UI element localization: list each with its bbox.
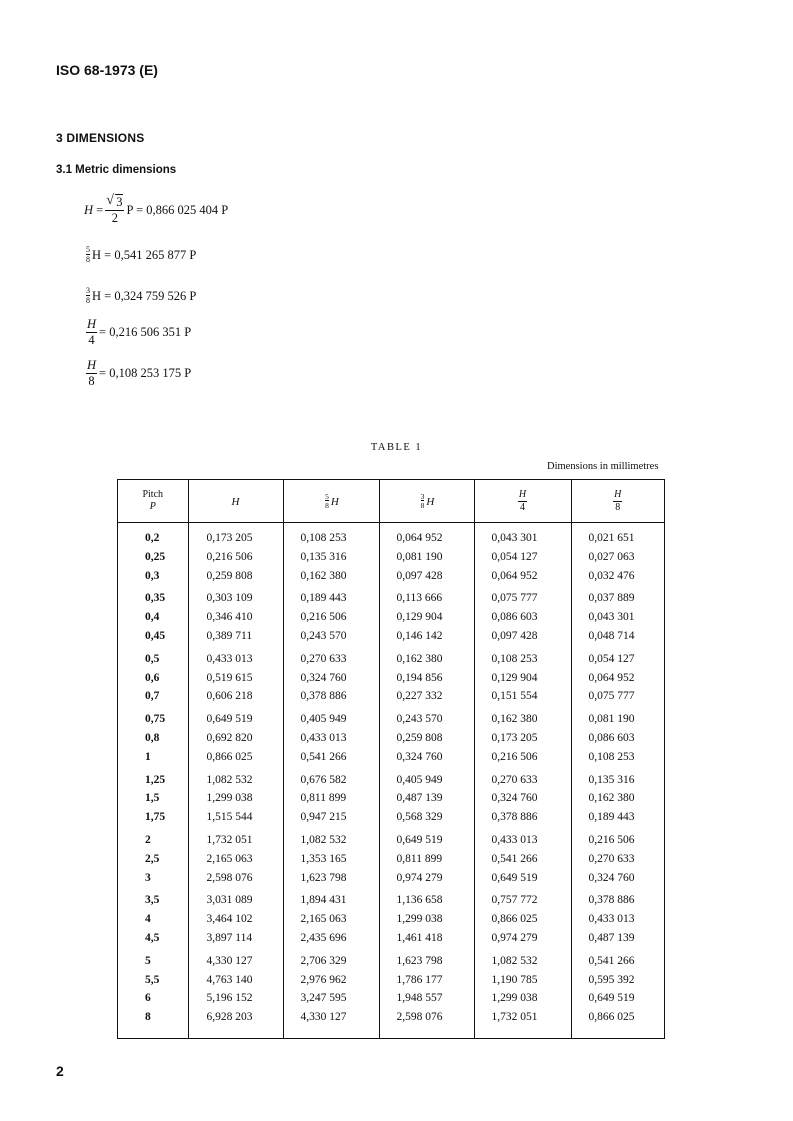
value-cell: 0,433 013 <box>491 833 538 846</box>
value-cell: 2,706 329 <box>300 954 347 967</box>
value-cell: 4,763 140 <box>206 973 253 986</box>
value-cell: 1,732 051 <box>206 833 253 846</box>
value-cell: 0,811 899 <box>396 852 443 865</box>
value-cell: 0,162 380 <box>588 792 635 805</box>
value-cell: 0,519 615 <box>206 671 253 684</box>
value-cell: 0,162 380 <box>491 713 538 726</box>
pitch-cell: 4,5 <box>145 931 160 944</box>
value-cell: 1,623 798 <box>396 954 443 967</box>
column-3-8-h <box>379 523 474 1039</box>
value-cell: 0,189 443 <box>588 811 635 824</box>
value-cell: 0,568 329 <box>396 811 443 824</box>
header-5-8-num: 5 <box>325 491 329 501</box>
value-cell: 0,324 760 <box>396 750 443 763</box>
header-3-8-num: 3 <box>420 491 425 501</box>
value-cell: 0,649 519 <box>206 713 253 726</box>
pitch-cell: 1 <box>145 750 151 763</box>
value-cell: 0,433 013 <box>300 731 347 744</box>
value-cell: 0,037 889 <box>588 592 635 605</box>
formula-5-8-h <box>84 246 196 264</box>
value-cell: 0,173 205 <box>491 731 538 744</box>
pitch-cell: 0,2 <box>145 532 160 544</box>
value-cell: 0,378 886 <box>300 690 347 703</box>
column-pitch <box>118 523 188 1039</box>
formula-5-8-den: 8 <box>86 255 90 264</box>
value-cell: 0,151 554 <box>491 690 538 703</box>
formula-h4-den: 4 <box>88 332 95 347</box>
value-cell: 0,595 392 <box>588 973 635 986</box>
value-cell: 4,330 127 <box>300 1011 347 1024</box>
value-cell: 0,173 205 <box>206 532 253 544</box>
value-cell: 0,021 651 <box>588 532 635 544</box>
pitch-cell: 6 <box>145 992 151 1005</box>
dimensions-table <box>117 479 665 1039</box>
value-cell: 0,324 760 <box>491 792 538 805</box>
value-cell: 0,947 215 <box>300 811 347 824</box>
formula-3-8-num: 3 <box>86 286 90 295</box>
pitch-cell: 1,25 <box>145 773 166 786</box>
pitch-cell: 3 <box>145 871 151 884</box>
value-cell: 0,043 301 <box>491 532 538 544</box>
value-cell: 0,346 410 <box>206 611 253 624</box>
header-5-8-den: 8 <box>325 501 329 511</box>
value-cell: 2,598 076 <box>206 871 253 884</box>
value-cell: 0,081 190 <box>588 713 635 726</box>
pitch-cell: 4 <box>145 913 151 926</box>
column-h-over-4 <box>474 523 571 1039</box>
value-cell: 6,928 203 <box>206 1011 253 1024</box>
value-cell: 0,162 380 <box>300 569 347 582</box>
value-cell: 2,165 063 <box>300 913 347 926</box>
value-cell: 0,405 949 <box>396 773 443 786</box>
value-cell: 2,435 696 <box>300 931 347 944</box>
column-5-8-h <box>283 523 379 1039</box>
formula-h8-num: H <box>87 358 97 372</box>
value-cell: 1,082 532 <box>491 954 538 967</box>
table-header-row <box>118 480 664 523</box>
formula-h-over-8 <box>84 359 191 387</box>
subsection-title: 3.1 Metric dimensions <box>56 164 177 176</box>
value-cell: 1,082 532 <box>206 773 253 786</box>
pitch-cell: 0,6 <box>145 671 160 684</box>
value-cell: 1,623 798 <box>300 871 347 884</box>
value-cell: 0,075 777 <box>588 690 635 703</box>
value-cell: 4,330 127 <box>206 954 253 967</box>
value-cell: 0,064 952 <box>396 532 443 544</box>
value-cell: 0,811 899 <box>300 792 347 805</box>
header-h-over-4 <box>474 480 571 523</box>
value-cell: 1,786 177 <box>396 973 443 986</box>
value-cell: 2,598 076 <box>396 1011 443 1024</box>
value-cell: 1,353 165 <box>300 852 347 865</box>
value-cell: 5,196 152 <box>206 992 253 1005</box>
pitch-cell: 2 <box>145 833 151 846</box>
value-cell: 0,135 316 <box>300 550 347 563</box>
formula-h: H = √ 3 2 P = 0,866 025 404 P <box>84 193 229 225</box>
value-cell: 0,227 332 <box>396 690 443 703</box>
value-cell: 0,259 808 <box>396 731 443 744</box>
value-cell: 0,270 633 <box>300 652 347 665</box>
formula-h4-num: H <box>87 317 97 331</box>
value-cell: 0,216 506 <box>300 611 347 624</box>
column-h-over-8 <box>571 523 664 1039</box>
value-cell: 0,113 666 <box>396 592 443 605</box>
value-cell: 2,165 063 <box>206 852 253 865</box>
value-cell: 0,054 127 <box>491 550 538 563</box>
column-h <box>188 523 283 1039</box>
value-cell: 1,894 431 <box>300 894 347 907</box>
value-cell: 0,757 772 <box>491 894 538 907</box>
value-cell: 0,866 025 <box>491 913 538 926</box>
pitch-cell: 5,5 <box>145 973 160 986</box>
header-3-8-den: 8 <box>420 501 425 511</box>
value-cell: 1,136 658 <box>396 894 443 907</box>
header-3-8-h <box>379 480 474 523</box>
value-cell: 0,649 519 <box>396 833 443 846</box>
value-cell: 1,082 532 <box>300 833 347 846</box>
pitch-cell: 1,5 <box>145 792 160 805</box>
header-5-8-sym: H <box>330 496 339 508</box>
pitch-cell: 0,5 <box>145 652 160 665</box>
value-cell: 0,389 711 <box>206 629 253 642</box>
header-h4-num: H <box>518 488 527 500</box>
value-cell: 0,027 063 <box>588 550 635 563</box>
value-cell: 0,692 820 <box>206 731 253 744</box>
value-cell: 0,108 253 <box>300 532 347 544</box>
formula-5-8-num: 5 <box>86 245 90 254</box>
value-cell: 3,464 102 <box>206 913 253 926</box>
pitch-cell: 0,3 <box>145 569 160 582</box>
value-cell: 0,189 443 <box>300 592 347 605</box>
header-h4-den: 4 <box>519 501 525 513</box>
header-pitch-symbol: P <box>149 501 156 512</box>
value-cell: 0,378 886 <box>588 894 635 907</box>
header-h8-num: H <box>614 488 622 500</box>
value-cell: 0,433 013 <box>588 913 635 926</box>
formula-5-8-rhs: H = 0,541 265 877 P <box>92 247 197 262</box>
value-cell: 0,324 760 <box>588 871 635 884</box>
value-cell: 3,031 089 <box>206 894 253 907</box>
pitch-cell: 0,35 <box>145 592 166 605</box>
header-h-label: H <box>231 496 240 508</box>
formula-3-8-rhs: H = 0,324 759 526 P <box>92 288 197 303</box>
pitch-cell: 1,75 <box>145 811 166 824</box>
value-cell: 0,866 025 <box>206 750 253 763</box>
pitch-cell: 0,45 <box>145 629 166 642</box>
value-cell: 0,216 506 <box>206 550 253 563</box>
value-cell: 1,299 038 <box>396 913 443 926</box>
value-cell: 0,129 904 <box>491 671 538 684</box>
value-cell: 1,299 038 <box>491 992 538 1005</box>
table-caption: TABLE 1 <box>370 442 423 453</box>
value-cell: 0,086 603 <box>588 731 635 744</box>
value-cell: 0,974 279 <box>396 871 443 884</box>
value-cell: 0,097 428 <box>396 569 443 582</box>
value-cell: 0,075 777 <box>491 592 538 605</box>
value-cell: 0,324 760 <box>300 671 347 684</box>
formula-h8-den: 8 <box>88 373 95 388</box>
value-cell: 0,649 519 <box>588 992 635 1005</box>
value-cell: 0,032 476 <box>588 569 635 582</box>
value-cell: 0,086 603 <box>491 611 538 624</box>
value-cell: 0,108 253 <box>588 750 635 763</box>
pitch-cell: 2,5 <box>145 852 160 865</box>
value-cell: 0,162 380 <box>396 652 443 665</box>
pitch-cell: 0,4 <box>145 611 160 624</box>
table-unit-note: Dimensions in millimetres <box>547 461 659 472</box>
formula-h4-rhs: = 0,216 506 351 P <box>99 324 192 339</box>
value-cell: 1,732 051 <box>491 1011 538 1024</box>
value-cell: 0,676 582 <box>300 773 347 786</box>
value-cell: 0,487 139 <box>396 792 443 805</box>
value-cell: 0,064 952 <box>491 569 538 582</box>
header-h8-den: 8 <box>615 501 621 513</box>
value-cell: 0,405 949 <box>300 713 347 726</box>
value-cell: 0,146 142 <box>396 629 443 642</box>
value-cell: 0,054 127 <box>588 652 635 665</box>
formula-h-over-4 <box>84 318 191 346</box>
header-pitch <box>118 480 188 523</box>
section-title: 3 DIMENSIONS <box>56 131 145 145</box>
value-cell: 0,303 109 <box>206 592 253 605</box>
value-cell: 0,081 190 <box>396 550 443 563</box>
value-cell: 0,216 506 <box>491 750 538 763</box>
value-cell: 0,649 519 <box>491 871 538 884</box>
formula-h-sqrt-arg: 3 <box>116 195 123 209</box>
value-cell: 0,048 714 <box>588 629 635 642</box>
value-cell: 0,541 266 <box>491 852 538 865</box>
value-cell: 0,129 904 <box>396 611 443 624</box>
value-cell: 0,043 301 <box>588 611 635 624</box>
pitch-cell: 0,8 <box>145 731 160 744</box>
table-body-row <box>118 523 664 1039</box>
value-cell: 0,243 570 <box>300 629 347 642</box>
value-cell: 1,515 544 <box>206 811 253 824</box>
formula-h-fraction: √ 3 2 <box>106 193 123 225</box>
value-cell: 0,270 633 <box>588 852 635 865</box>
value-cell: 0,487 139 <box>588 931 635 944</box>
value-cell: 0,097 428 <box>491 629 538 642</box>
value-cell: 0,541 266 <box>300 750 347 763</box>
page-number: 2 <box>56 1063 64 1079</box>
value-cell: 1,948 557 <box>396 992 443 1005</box>
value-cell: 0,243 570 <box>396 713 443 726</box>
value-cell: 2,976 962 <box>300 973 347 986</box>
header-h-over-8 <box>571 480 664 523</box>
value-cell: 0,270 633 <box>491 773 538 786</box>
value-cell: 1,299 038 <box>206 792 253 805</box>
formula-h8-rhs: = 0,108 253 175 P <box>99 365 192 380</box>
value-cell: 0,606 218 <box>206 690 253 703</box>
header-5-8-h <box>283 480 379 523</box>
pitch-cell: 0,75 <box>145 713 166 726</box>
formula-h-lhs: H <box>84 202 94 217</box>
pitch-cell: 3,5 <box>145 894 160 907</box>
value-cell: 3,897 114 <box>206 931 253 944</box>
value-cell: 0,194 856 <box>396 671 443 684</box>
value-cell: 0,064 952 <box>588 671 635 684</box>
value-cell: 0,108 253 <box>491 652 538 665</box>
header-pitch-label: Pitch <box>142 489 164 500</box>
header-3-8-sym: H <box>426 496 435 508</box>
pitch-cell: 0,7 <box>145 690 160 703</box>
pitch-cell: 5 <box>145 954 151 967</box>
pitch-cell: 8 <box>145 1011 151 1024</box>
value-cell: 0,378 886 <box>491 811 538 824</box>
formula-3-8-h <box>84 287 196 305</box>
value-cell: 1,461 418 <box>396 931 443 944</box>
value-cell: 3,247 595 <box>300 992 347 1005</box>
formula-3-8-den: 8 <box>86 296 90 305</box>
header-h <box>188 480 283 523</box>
formula-h-rhs: P = 0,866 025 404 P <box>126 202 229 217</box>
value-cell: 1,190 785 <box>491 973 538 986</box>
value-cell: 0,216 506 <box>588 833 635 846</box>
formula-h-den: 2 <box>111 210 118 225</box>
pitch-cell: 0,25 <box>145 550 166 563</box>
value-cell: 0,541 266 <box>588 954 635 967</box>
value-cell: 0,433 013 <box>206 652 253 665</box>
document-id: ISO 68-1973 (E) <box>56 62 158 78</box>
value-cell: 0,974 279 <box>491 931 538 944</box>
value-cell: 0,259 808 <box>206 569 253 582</box>
value-cell: 0,866 025 <box>588 1011 635 1024</box>
value-cell: 0,135 316 <box>588 773 635 786</box>
